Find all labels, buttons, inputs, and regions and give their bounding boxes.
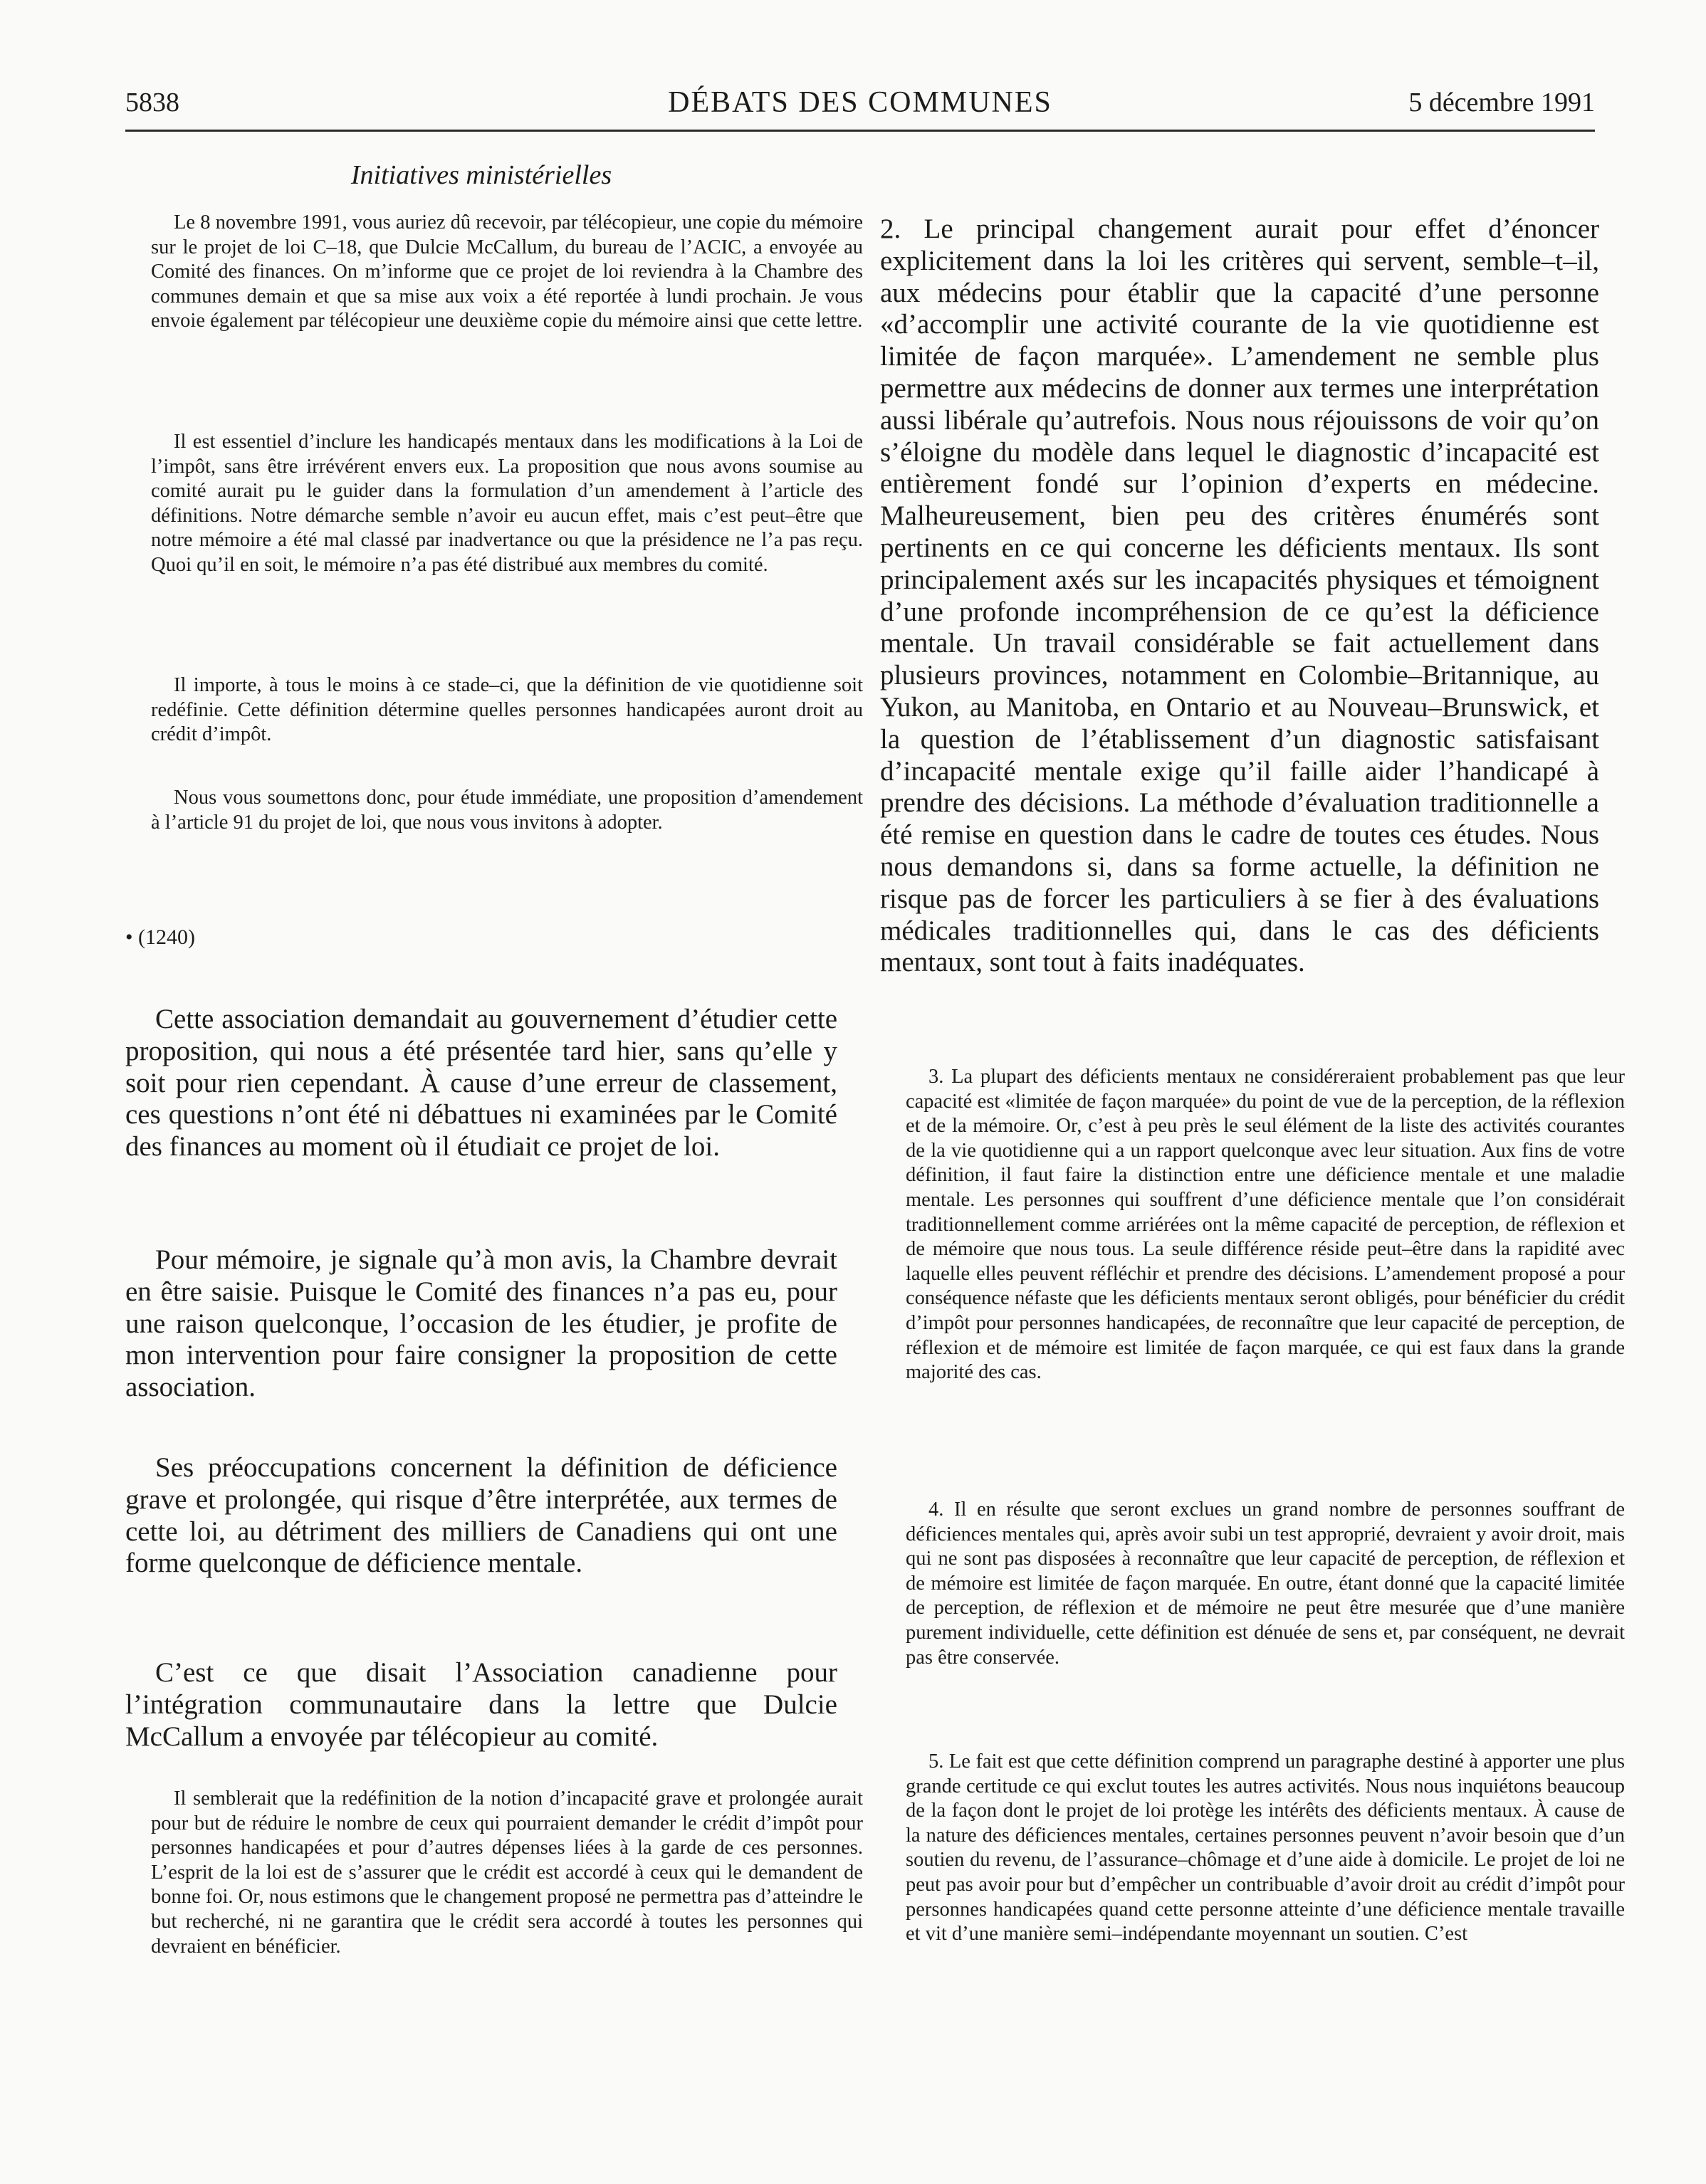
left-column-block-9 [125,1787,869,1959]
left-column-block-6 [125,1244,837,1404]
letter-paragraph-4: Nous vous soumettons donc, pour étude immédiate, une proposition d’amendement à l’article 91 du projet de loi, que nous vous invitons à adopter. [151,787,863,834]
publication-title: DÉBATS DES COMMUNES [668,86,1052,119]
right-column-block-4 [880,1750,1631,1947]
left-column-block-8 [125,1657,837,1753]
speech-paragraph-4: C’est ce que disait l’Association canadienne pour l’intégration communautaire dans la lettre que Dulcie McCallum a envoyée par télécopieur au comité. [125,1657,837,1752]
quoted-point-3: 3. La plupart des déficients mentaux ne considéreraient probablement pas que leur capacité est «limitée de façon marquée» du point de vue de la perception, de la réflexion et de la mémoire. Or, c’est à peu près le seul élément de la liste des activités courantes de la vie quotidienne qui a un rapport quelconque avec leur situation. Aux fins de votre définition, il faut faire la distinction entre une déficience mentale et une maladie mentale. Les personnes qui souffrent d’une déficience mentale que l’on considérait traditionnellement comme arriérées ont la même capacité de perception, de réflexion et de mémoire que nous tous. La seule différence réside peut–être dans la rapidité avec laquelle elles peuvent réfléchir et prendre des décisions. L’amendement proposé a pour conséquence néfaste que les déficients mentaux seront obligés, pour bénéficier du crédit d’impôt pour personnes handicapées, de reconnaître que leur capacité de perception, de réflexion et de mémoire est limitée de façon marquée, ce qui est faux dans la grande majorité des cas. [906,1066,1625,1384]
quoted-paragraph-1: Il semblerait que la redéfinition de la notion d’incapacité grave et prolongée aurait pour but de réduire le nombre de ceux qui pourraient demander le crédit d’impôt pour personnes handicapées et pour d’autres dépenses liées à la garde de ces personnes. L’esprit de la loi est de s’assurer que le crédit est accordé à ceux qui le demandent de bonne foi. Or, nous estimons que le changement proposé ne permettra pas d’atteindre le but recherché, ni ne garantira que le crédit sera accordé à toutes les personnes qui devraient en bénéficier. [151,1787,864,1958]
quoted-point-2: 2. Le principal changement aurait pour effet d’énoncer explicitement dans la loi les critères qui servent, semble–t–il, aux médecins pour établir que la capacité d’une personne «d’accomplir une activité courante de la vie quotidienne est limitée de façon marquée». L’amendement ne semble plus permettre aux médecins de donner aux termes une interprétation aussi libérale qu’autrefois. Nous nous réjouissons de voir qu’on s’éloigne du modèle dans lequel le diagnostic d’incapacité est entièrement fondé sur l’opinion d’experts en médecine. Malheureusement, bien peu des critères énumérés sont pertinents en ce qui concerne les déficients mentaux. Ils sont principalement axés sur les incapacités physiques et témoignent d’une profonde incompréhension de ce qu’est la déficience mentale. Un travail considérable se fait actuellement dans plusieurs provinces, notamment en Colombie–Britannique, au Yukon, au Manitoba, en Ontario et au Nouveau–Brunswick, et la question de l’établissement d’un diagnostic satisfaisant d’incapacité mentale exige qu’il faille aider l’handicapé à prendre des décisions. La méthode d’évaluation traditionnelle a été remise en question dans le cadre de toutes ces études. Nous nous demandons si, dans sa forme actuelle, la définition ne risque pas de forcer les particuliers à se fier à des évaluations médicales traditionnelles qui, dans le cas des déficients mentaux, sont tout à faits inadéquates. [880,214,1599,978]
left-column-block-2 [125,430,869,578]
section-title: Initiatives ministérielles [350,160,612,190]
letter-paragraph-2: Il est essentiel d’inclure les handicapés mentaux dans les modifications à la Loi de l’impôt, sans être irrévérent envers eux. La proposition que nous avons soumise au comité aurait pu le guider dans la formulation d’un amendement à l’article des définitions. Notre démarche semble n’avoir eu aucun effet, mais c’est peut–être que notre mémoire a été mal classé par inadvertance ou que la présidence ne l’a pas reçu. Quoi qu’il en soit, le mémoire n’a pas été distribué aux membres du comité. [151,431,863,576]
left-column-block-4 [125,786,869,835]
left-column-block-3 [125,673,869,747]
letter-paragraph-1: Le 8 novembre 1991, vous auriez dû recevoir, par télécopieur, une copie du mémoire sur le projet de loi C–18, que Dulcie McCallum, du bureau de l’ACIC, a envoyée au Comité des finances. On m’informe que ce projet de loi reviendra à la Chambre des communes demain et que sa mise aux voix a été reportée à lundi prochain. Je vous envoie également par télécopieur une deuxième copie du mémoire ainsi que cette lettre. [151,211,863,332]
left-column-block-7 [125,1452,837,1580]
right-column-block-3 [880,1498,1631,1670]
left-column [125,211,869,334]
quoted-point-4: 4. Il en résulte que seront exclues un grand nombre de personnes souffrant de déficiences mentales qui, après avoir subi un test approprié, devraient y avoir droit, mais qui ne sont pas disposées à reconnaître que leur capacité de perception, de réflexion et de mémoire est limitée de façon marquée. En outre, étant donné que la capacité limitée de perception, de réflexion et de mémoire ne peut être mesurée que d’une manière purement individuelle, cette définition est dénuée de sens et, par conséquent, ne devrait pas être conservée. [906,1498,1625,1669]
letter-paragraph-3: Il importe, à tous le moins à ce stade–ci, que la définition de vie quotidienne soit redéfinie. Cette définition détermine quelles personnes handicapées auront droit au crédit d’impôt. [151,674,863,746]
page-number: 5838 [125,88,179,117]
speech-paragraph-2: Pour mémoire, je signale qu’à mon avis, la Chambre devrait en être saisie. Puisque le Comité des finances n’a pas eu, pour une raison quelconque, l’occasion de les étudier, je profite de mon intervention pour faire consigner la proposition de cette association. [125,1244,837,1403]
quoted-point-5: 5. Le fait est que cette définition comprend un paragraphe destiné à apporter une plus grande certitude ce qui exclut toutes les autres activités. Nous nous inquiétons beaucoup de la façon dont le projet de loi protège les intérêts des déficients mentaux. À cause de la nature des déficiences mentales, certaines personnes peuvent n’avoir besoin que d’un soutien du revenu, de l’assurance–chômage et d’une aide à domicile. Le projet de loi ne peut pas avoir pour but d’empêcher un contribuable d’avoir droit au crédit d’impôt pour personnes handicapées quand cette personne atteinte d’une déficience mentale travaille et vit d’une manière semi–indépendante moyennant un soutien. C’est [906,1750,1625,1946]
right-column-block-2 [880,1065,1631,1385]
time-marker: • (1240) [125,925,195,949]
speech-paragraph-1: Cette association demandait au gouvernement d’étudier cette proposition, qui nous a été présentée tard hier, sans qu’elle y soit pour rien cependant. À cause d’une erreur de classement, ces questions n’ont été ni débattues ni examinées par le Comité des finances au moment où il étudiait ce projet de loi. [125,1004,837,1162]
speech-paragraph-3: Ses préoccupations concernent la définition de déficience grave et prolongée, qui risque d’être interprétée, aux termes de cette loi, au détriment des milliers de Canadiens qui ont une forme quelconque de déficience mentale. [125,1452,837,1579]
page-header [125,85,1595,132]
publication-date: 5 décembre 1991 [1408,88,1595,117]
left-column-block-5 [125,1004,837,1163]
right-column-block-1 [880,214,1599,979]
